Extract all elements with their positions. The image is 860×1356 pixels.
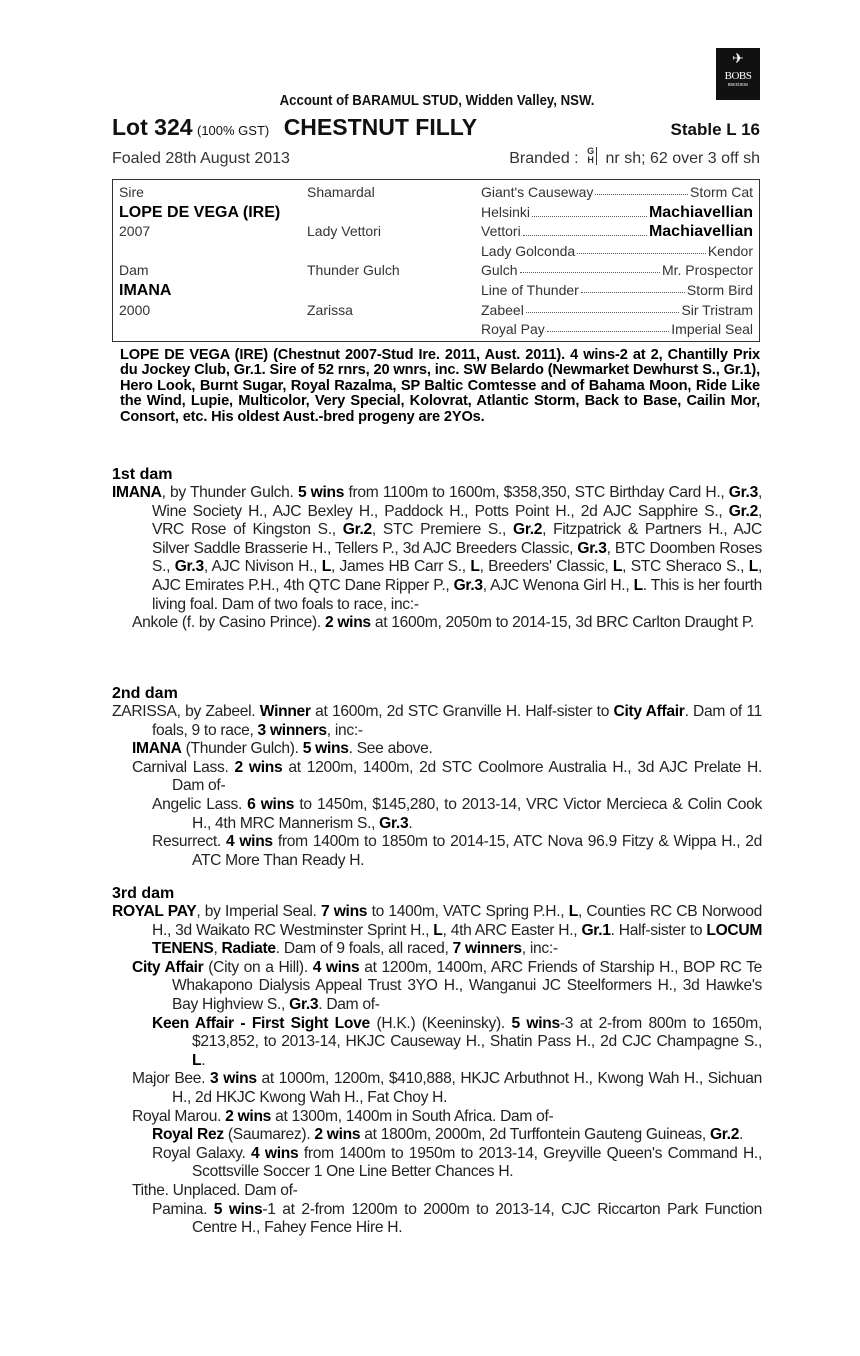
text: to 1400m, VATC Spring P.H., [367,903,569,920]
great-grandsire-name: Imperial Seal [671,321,753,338]
progeny-entry [112,614,762,633]
text: (City on a Hill). [203,958,313,976]
pedigree-row [119,302,753,322]
text: , by Imperial Seal. [196,903,321,920]
pedigree-row [119,243,753,263]
text: , inc:- [326,721,363,739]
dot-leader [581,282,685,293]
bird-icon: ✈ [732,52,744,67]
progeny-entry [112,903,762,959]
bold-text: 3 wins [210,1070,257,1088]
section-heading: 2nd dam [112,685,178,702]
pedigree-col1: Dam [119,262,149,279]
text: (Saumarez). [223,1126,315,1144]
pedigree-col3 [481,243,753,259]
text: Angelic Lass. [152,795,248,813]
bold-text: Gr.2 [513,521,543,539]
progeny-entry [112,1015,762,1071]
text: . Dam of 9 foals, all raced, [275,940,453,958]
pedigree-col2: Shamardal [307,184,375,200]
bold-text: L [433,921,443,939]
text: to 1450m, $145,280, to 2013-14, VRC Victor Mercieca & Colin Cook H., 4th MRC Mannerism S., [192,795,762,832]
brand-top: G [587,146,595,156]
bold-text: L [321,558,331,576]
bold-text: 3 winners [257,721,327,739]
bold-text: Gr.3 [577,539,607,557]
pedigree-table [112,179,760,342]
text: , AJC Nivison H., [203,558,322,576]
great-grandsire-name: Sir Tristram [681,301,753,318]
text: , Counties RC CB Norwood H., 3d Waikato RC Westminster Sprint H., [152,903,762,939]
bold-text: IMANA [132,740,182,758]
brand-mark [587,147,597,165]
brand-bottom: H [587,155,594,165]
pedigree-col3 [481,262,753,278]
progeny-entry [112,740,762,759]
bold-text: 2 wins [324,614,371,632]
text: . Dam of 11 foals, 9 to race, [152,703,762,739]
bold-text: L [470,558,480,576]
bold-text: Gr.3 [174,558,204,576]
great-grandsire-name: Machiavellian [648,203,753,221]
pedigree-col3 [481,282,753,298]
grandsire-name: Vettori [481,223,521,240]
dot-leader [520,262,660,273]
text: . [739,1126,744,1144]
text: , AJC Wenona Girl H., [482,576,634,594]
text: from 1400m to 1950m to 2013-14, Greyville Queen's Command H., Scottsville Soccer 1 One Line Better Chances H. [192,1144,762,1181]
text: Royal Galaxy. [152,1144,251,1162]
text: , James HB Carr S., [330,558,471,576]
bold-text: 7 wins [320,903,368,920]
text: , STC Premiere S., [371,521,514,539]
text: from 1400m to 1850m to 2014-15, ATC Nova 96.9 Fitzy & Wippa H., 2d ATC More Than Ready H. [192,833,762,869]
dot-leader [595,184,688,195]
great-grandsire-name: Machiavellian [648,223,753,241]
pedigree-col1: 2007 [119,223,151,240]
bold-text: L [633,576,643,594]
dot-leader [577,243,706,254]
text: , 4th ARC Easter H., [442,921,582,939]
pedigree-row [119,204,753,224]
bold-text: 7 winners [452,940,522,958]
horse-description: CHESTNUT FILLY [283,114,478,140]
bold-text: Gr.2 [342,521,372,539]
text: -1 at 2-from 1200m to 2000m to 2013-14, CJC Riccarton Park Function Centre H., Fahey Fence Hire H. [192,1200,762,1237]
bold-text: IMANA [112,484,162,501]
text: , Fitzpatrick & Partners H., AJC Silver Saddle Brasserie H., Tellers P., 3d AJC Breeders Classic, [152,521,762,557]
text: , Breeders' Classic, [479,558,613,576]
grandsire-name: Giant's Causeway [481,184,594,200]
text: , STC Sheraco S., [622,558,749,576]
text: Carnival Lass. [132,758,235,776]
progeny-entry [112,1145,762,1182]
bold-text: Gr.3 [453,576,483,594]
bold-text: Gr.2 [728,502,758,520]
text: Pamina. [152,1200,214,1218]
text: . [408,814,413,832]
progeny-entry [112,1126,762,1145]
pedigree-row [119,282,753,302]
text: , BTC Doomben Roses S., [152,539,762,576]
dam-section [112,885,762,1238]
pedigree-col2: Lady Vettori [307,223,381,240]
lot-number: Lot 324 [112,114,193,140]
text: . Dam of- [318,995,380,1013]
progeny-entry [112,484,762,614]
text: , [213,940,222,958]
bold-text: 4 wins [312,958,360,976]
pedigree-col3 [481,184,753,200]
bold-text: Radiate [221,940,276,958]
bold-text: LOCUM TENENS [152,921,763,958]
bold-text: City Affair [132,958,204,976]
bold-text: Gr.3 [728,484,758,501]
text: Resurrect. [152,833,226,851]
gst-note: (100% GST) [196,123,270,138]
bold-text: 2 wins [314,1126,361,1144]
bold-text: L [612,558,623,576]
logo-subtext: BREEDERS [727,82,749,87]
great-grandsire-name: Kendor [707,242,753,259]
pedigree-col3 [481,204,753,222]
text: at 1800m, 2000m, 2d Turffontein Gauteng Guineas, [360,1126,710,1144]
bold-text: 2 wins [225,1107,272,1125]
text: Tithe. Unplaced. Dam of- [132,1181,298,1199]
grandsire-name: Helsinki [481,203,531,220]
pedigree-row [119,184,753,204]
bold-text: Royal Rez [152,1126,224,1144]
grandsire-name: Line of Thunder [481,282,579,298]
bold-text: Gr.3 [379,814,409,832]
text: Major Bee. [132,1070,211,1088]
bold-text: City Affair [613,703,685,720]
stable-number: Stable L 16 [670,120,760,139]
text: ZARISSA, by Zabeel. [112,703,260,720]
text: , Wine Society H., AJC Bexley H., Paddock H., Potts Point H., 2d AJC Sapphire S., [152,484,762,520]
pedigree-row [119,223,753,243]
vendor-account: Account of BARAMUL STUD, Widden Valley, NSW. [279,92,595,109]
bold-text: Keen Affair - First Sight Love [152,1014,370,1032]
sire-summary: LOPE DE VEGA (IRE) (Chestnut 2007-Stud Ire. 2011, Aust. 2011). 4 wins-2 at 2, Chantilly Prix du Jockey Club, Gr.1. Sire of 52 rnrs, 20 wnrs, inc. SW Belardo (Newmarket Dewhurst S., Gr.1), Hero Look, Burnt Sugar, Royal Razalma, SP Baltic Comtesse and of Bahama Moon, Ride Like the Wind, Lupie, Multicolor, Very Special, Kolovrat, Atlantic Storm, Back to Base, Cailin Mor, Consort, etc. His oldest Aust.-bred progeny are 2YOs. [120,347,760,425]
pedigree-col1: Sire [119,184,144,200]
progeny-entry [112,796,762,833]
text: -3 at 2-from 800m to 1650m, $213,852, to 2013-14, HKJC Causeway H., Shatin Pass H., 2d CJC Champagne S., [192,1014,762,1051]
progeny-entry [112,1070,762,1107]
progeny-entry [112,833,762,870]
dam-section [112,466,762,633]
grandsire-name: Lady Golconda [481,242,576,259]
text: at 1000m, 1200m, $410,888, HKJC Arbuthnot H., Kwong Wah H., Sichuan H., 2d HKJC Kwong Wah H., Fat Choy H. [172,1070,763,1106]
great-grandsire-name: Mr. Prospector [661,262,753,279]
bold-text: L [192,1051,202,1069]
text: . This is her fourth living foal. Dam of two foals to race, inc:- [152,576,762,613]
dot-leader [526,302,680,313]
bold-text: 5 wins [302,740,349,758]
great-grandsire-name: Storm Bird [686,282,753,298]
bold-text: 4 wins [250,1144,299,1162]
pedigree-col2: Zarissa [307,301,353,318]
text: at 1600m, 2050m to 2014-15, 3d BRC Carlton Draught P. [370,614,754,632]
text: . See above. [348,740,433,758]
pedigree-col2: Thunder Gulch [307,262,400,279]
foaled-date: Foaled 28th August 2013 [112,150,290,167]
dam-section [112,685,762,870]
branded-text: nr sh; 62 over 3 off sh [605,150,760,168]
progeny-entry [112,759,762,796]
bold-text: Gr.1 [581,921,611,939]
text: , inc:- [521,940,558,958]
lot-line [112,114,762,142]
pedigree-col1: IMANA [119,282,172,299]
text: at 1600m, 2d STC Granville H. Half-sister to [310,703,614,720]
pedigree-row [119,262,753,282]
pedigree-col3 [481,223,753,241]
text: . [201,1051,206,1069]
text: from 1100m to 1600m, $358,350, STC Birthday Card H., [344,484,729,501]
text: , by Thunder Gulch. [161,484,298,501]
progeny-entry [112,959,762,1015]
pedigree-col3 [481,302,753,318]
text: Ankole (f. by Casino Prince). [132,614,325,632]
branded-info [509,146,760,168]
pedigree-col3 [481,321,753,337]
text: (H.K.) (Keeninsky). [369,1014,512,1032]
dot-leader [523,223,647,236]
bold-text: 5 wins [511,1014,560,1032]
pedigree-col1: 2000 [119,301,151,318]
text: . Half-sister to [610,921,707,939]
text: at 1200m, 1400m, ARC Friends of Starship H., BOP RC Te Whakapono Dialysis Appeal Trust 3YO H., Wanganui JC Steelformers H., 3d Hawke's Bay Highview S., [172,958,762,1013]
text: (Thunder Gulch). [181,740,303,758]
text: at 1300m, 1400m in South Africa. Dam of- [271,1107,554,1125]
progeny-entry [112,1182,762,1201]
bold-text: L [568,903,578,920]
grandsire-name: Zabeel [481,301,524,318]
bold-text: 6 wins [247,795,295,813]
bold-text: 2 wins [234,758,283,776]
dot-leader [547,321,669,332]
bold-text: 4 wins [225,833,273,851]
text: at 1200m, 1400m, 2d STC Coolmore Australia H., 3d AJC Prelate H. Dam of- [172,758,762,795]
progeny-entry [112,1201,762,1238]
text: Royal Marou. [132,1107,226,1125]
great-grandsire-name: Storm Cat [689,184,753,200]
progeny-entry [112,703,762,740]
bold-text: Gr.3 [289,995,319,1013]
section-heading: 3rd dam [112,885,175,902]
text: , AJC Emirates P.H., 4th QTC Dane Ripper P., [152,558,762,594]
bold-text: Gr.2 [709,1126,740,1144]
pedigree-col1: LOPE DE VEGA (IRE) [119,203,281,221]
pedigree-row [119,321,753,341]
bold-text: 5 wins [213,1200,263,1218]
section-heading: 1st dam [112,466,173,483]
progeny-entry [112,1108,762,1127]
grandsire-name: Royal Pay [481,321,545,338]
branded-label: Branded : [509,150,579,168]
logo-text: BOBS [724,70,752,82]
bold-text: Winner [259,703,311,720]
bold-text: 5 wins [297,484,345,501]
text: , VRC Rose of Kingston S., [152,502,762,539]
dot-leader [532,204,647,217]
bold-text: ROYAL PAY [112,903,197,920]
bold-text: L [748,558,758,576]
grandsire-name: Gulch [481,262,518,279]
